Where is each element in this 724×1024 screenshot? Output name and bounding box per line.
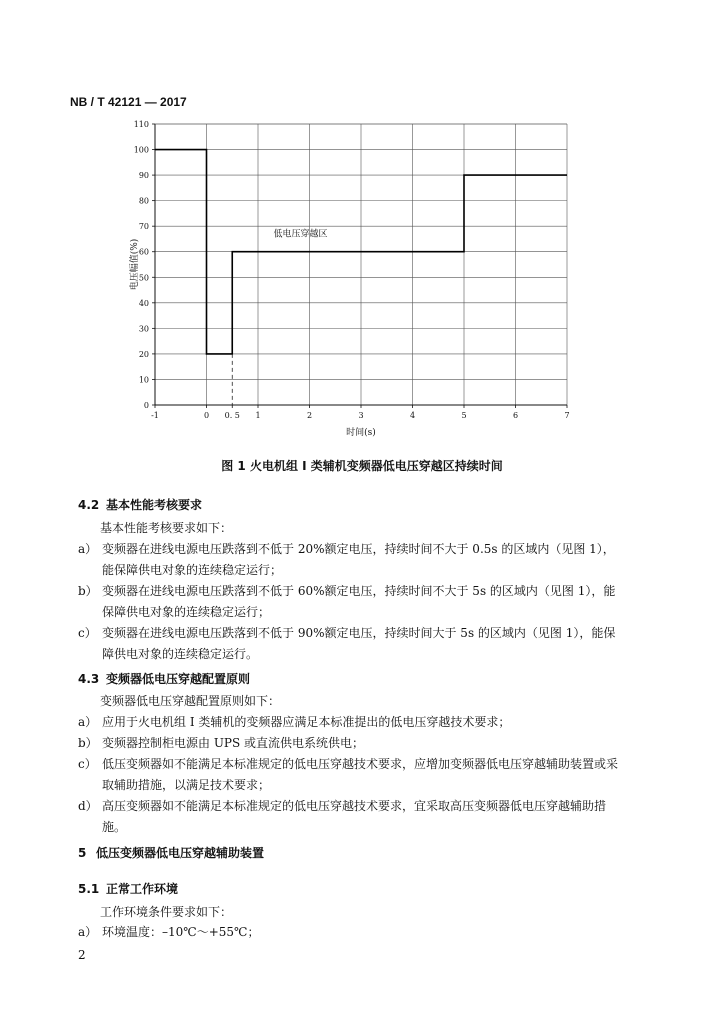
y-tick-label: 40	[138, 298, 149, 308]
y-tick-label: 10	[138, 375, 149, 385]
x-axis-label: 时间(s)	[346, 428, 376, 438]
y-tick-label: 80	[138, 196, 149, 206]
y-tick-label: 30	[138, 324, 149, 334]
section-4-3-heading	[78, 670, 250, 687]
section-4-2-heading	[78, 496, 202, 513]
y-tick-label: 90	[138, 171, 149, 181]
list-marker: b）	[78, 584, 98, 598]
section-number: 5	[78, 846, 87, 860]
list-marker: c）	[78, 626, 97, 640]
page-number: 2	[78, 948, 86, 962]
list-marker: b）	[78, 736, 98, 750]
y-tick-label: 100	[133, 145, 149, 155]
list-marker: a）	[78, 925, 98, 939]
section-title: 低压变频器低电压穿越辅助装置	[96, 846, 265, 860]
figure-1-chart	[0, 0, 724, 450]
section-4-3-intro: 变频器低电压穿越配置原则如下：	[100, 694, 281, 708]
x-tick-label: -1	[151, 411, 159, 420]
chart-ticks	[134, 120, 570, 420]
annotation-label: 低电压穿越区	[273, 229, 328, 240]
y-tick-label: 110	[133, 120, 149, 129]
section-title: 变频器低电压穿越配置原则	[106, 672, 251, 686]
section-number: 5.1	[78, 882, 100, 896]
y-axis-label: 电压幅值(%)	[130, 238, 140, 291]
list-text: 变频器控制柜电源由 UPS 或直流供电系统供电；	[102, 736, 365, 750]
list-item	[78, 581, 638, 623]
figure-caption: 图 1 火电机组 I 类辅机变频器低电压穿越区持续时间	[221, 459, 503, 473]
list-marker: a）	[78, 542, 98, 556]
x-tick-label: 0. 5	[224, 411, 240, 420]
list-marker: d）	[78, 799, 98, 813]
list-item	[78, 733, 638, 754]
section-5-1-heading	[78, 880, 178, 897]
list-text: 高压变频器如不能满足本标准规定的低电压穿越技术要求，宜采取高压变频器低电压穿越辅助措施。	[102, 799, 607, 834]
section-number: 4.2	[78, 498, 100, 512]
y-tick-label: 20	[138, 349, 149, 359]
y-tick-label: 50	[138, 273, 149, 283]
x-tick-label: 3	[358, 411, 364, 420]
chart-grid	[155, 124, 567, 405]
standard-number: NB / T 42121 — 2017	[70, 95, 187, 109]
x-tick-label: 7	[564, 411, 570, 420]
x-tick-label: 5	[461, 411, 467, 420]
list-item	[78, 922, 638, 943]
section-5-1-intro: 工作环境条件要求如下：	[100, 905, 233, 919]
chart-labels	[128, 227, 376, 438]
x-tick-label: 1	[255, 411, 261, 420]
list-item	[78, 539, 638, 581]
list-text: 变频器在进线电源电压跌落到不低于 20%额定电压，持续时间不大于 0.5s 的区域内（见图 1），能保障供电对象的连续稳定运行；	[102, 542, 615, 577]
list-text: 低压变频器如不能满足本标准规定的低电压穿越技术要求，应增加变频器低电压穿越辅助装置或采取辅助措施，以满足技术要求；	[102, 757, 619, 792]
section-4-2-intro: 基本性能考核要求如下：	[100, 521, 233, 535]
section-title: 正常工作环境	[106, 882, 179, 896]
section-5-heading	[78, 844, 264, 861]
list-marker: c）	[78, 757, 97, 771]
list-item	[78, 712, 638, 733]
section-title: 基本性能考核要求	[106, 498, 203, 512]
list-text: 变频器在进线电源电压跌落到不低于 60%额定电压，持续时间不大于 5s 的区域内（见图 1），能保障供电对象的连续稳定运行；	[102, 584, 616, 619]
list-item	[78, 796, 638, 838]
list-marker: a）	[78, 715, 98, 729]
list-text: 应用于火电机组 I 类辅机的变频器应满足本标准提出的低电压穿越技术要求；	[102, 715, 511, 729]
y-tick-label: 60	[138, 247, 149, 257]
list-item	[78, 623, 638, 665]
x-tick-label: 4	[409, 411, 416, 420]
list-item	[78, 754, 638, 796]
section-number: 4.3	[78, 672, 100, 686]
x-tick-label: 0	[203, 411, 210, 420]
list-text: 变频器在进线电源电压跌落到不低于 90%额定电压，持续时间大于 5s 的区域内（见图 1），能保障供电对象的连续稳定运行。	[102, 626, 616, 661]
x-tick-label: 6	[512, 411, 519, 420]
y-tick-label: 0	[143, 401, 149, 410]
y-tick-label: 70	[138, 222, 149, 232]
x-tick-label: 2	[306, 411, 313, 420]
list-text: 环境温度：–10℃～+55℃；	[102, 925, 260, 939]
